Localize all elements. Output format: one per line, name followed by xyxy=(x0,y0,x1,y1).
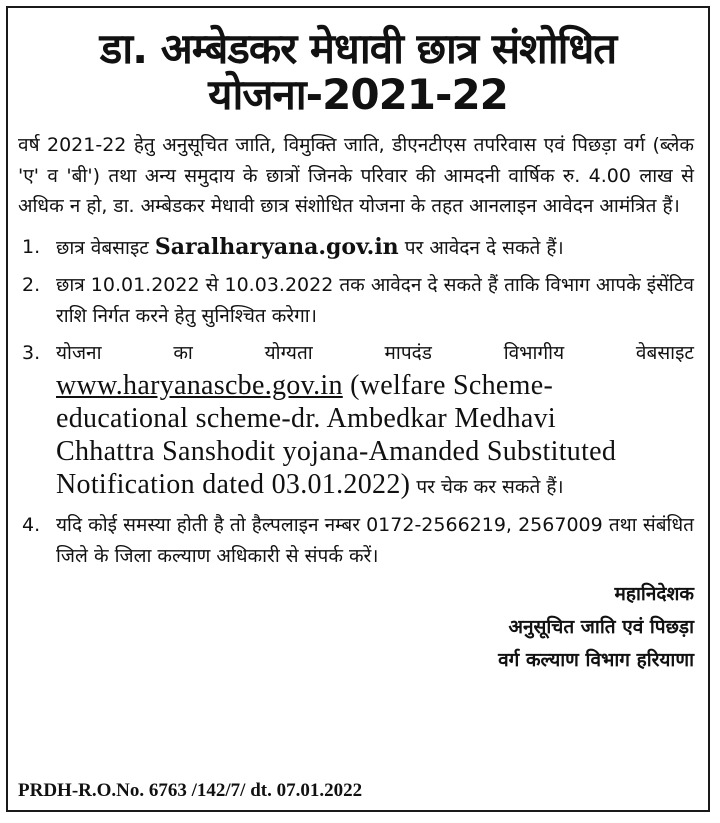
title-line-2: योजना-2021-22 xyxy=(208,70,508,119)
item-text-after: पर चेक कर सकते हैं। xyxy=(416,475,564,498)
saral-website-link[interactable]: Saralharyana.gov.in xyxy=(154,233,399,260)
item-number: 1. xyxy=(22,235,41,258)
item-text: यदि कोई समस्या होती है तो हैल्पलाइन नम्बर 0172-2566219, 2567009 तथा संबंधित जिले के जिला कल्याण अधिकारी से संपर्क करें। xyxy=(56,513,694,567)
serif-line-4 xyxy=(56,468,694,504)
list-item xyxy=(18,270,694,332)
signature-block xyxy=(8,578,708,677)
signature-department-2: वर्ग कल्याण विभाग हरियाणा xyxy=(498,648,694,671)
word: योजना xyxy=(56,341,102,364)
notice-title xyxy=(8,26,708,118)
word: विभागीय xyxy=(503,341,565,364)
notice-advertisement xyxy=(6,6,710,812)
signature-designation: महानिदेशक xyxy=(614,582,694,605)
haryanascbe-website-link[interactable]: www.haryanascbe.gov.in xyxy=(56,369,343,401)
word: का xyxy=(173,341,193,364)
release-order-number: PRDH-R.O.No. 6763 /142/7/ dt. 07.01.2022 xyxy=(18,780,363,801)
list-item xyxy=(18,338,694,504)
item-number: 3. xyxy=(22,341,41,364)
list-item xyxy=(18,510,694,572)
item-text-before: छात्र वेबसाइट xyxy=(56,236,149,259)
item-text: छात्र 10.01.2022 से 10.03.2022 तक आवेदन दे सकते हैं ताकि विभाग आपके इंसेंटिव राशि निर्गत करने हेतु सुनिश्चित करेगा। xyxy=(56,273,694,327)
serif-line-1 xyxy=(56,369,694,402)
serif-line-2: educational scheme-dr. Ambedkar Medhavi xyxy=(56,402,556,434)
word: मापदंड xyxy=(384,341,432,364)
word: योग्यता xyxy=(264,341,313,364)
signature-department-1: अनुसूचित जाति एवं पिछड़ा xyxy=(508,615,694,638)
intro-paragraph: वर्ष 2021-22 हेतु अनुसूचित जाति, विमुक्ति जाति, डीएनटीएस तपरिवास एवं पिछड़ा वर्ग (ब्लेक 'ए' व 'बी') तथा अन्य समुदाय के छात्रों जिनके परिवार की आमदनी वार्षिक रु. 4.00 लाख से अधिक न हो, डा. अम्बेडकर मेधावी छात्र संशोधित योजना के तहत आनलाइन आवेदन आमंत्रित हैं। xyxy=(18,134,694,217)
word: वेबसाइट xyxy=(635,341,694,364)
instruction-list xyxy=(8,232,708,572)
item-text-after: पर आवेदन दे सकते हैं। xyxy=(404,236,564,259)
spread-line xyxy=(56,338,694,369)
serif-line-3: Chhattra Sanshodit yojana-Amanded Substituted xyxy=(56,435,617,467)
title-line-1: डा. अम्बेडकर मेधावी छात्र संशोधित xyxy=(99,24,617,73)
list-item xyxy=(18,232,694,264)
item-number: 4. xyxy=(22,513,41,536)
notification-date: Notification dated 03.01.2022) xyxy=(56,468,411,500)
welfare-path-start: (welfare Scheme- xyxy=(350,369,554,401)
item-number: 2. xyxy=(22,273,41,296)
